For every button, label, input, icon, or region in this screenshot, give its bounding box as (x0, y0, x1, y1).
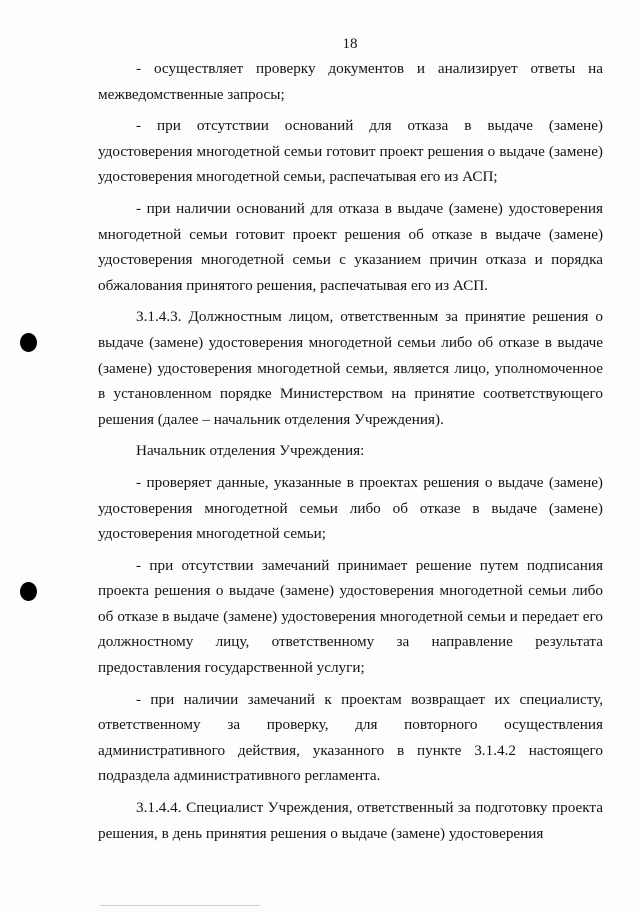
paragraph-no-remarks: - при отсутствии замечаний принимает решение путем подписания проекта решения о выдаче (замене) удостоверения многодетной семьи либо об отказе в выдаче (замене) удостоверения многодетной семьи и передает его должностному лицу, ответственному за направление результата предоставления государственной услуги; (98, 556, 603, 677)
paragraph-department-head: Начальник отделения Учреждения: (136, 442, 365, 460)
paragraph-verify-data: - проверяет данные, указанные в проектах решения о выдаче (замене) удостоверения многодетной семьи либо об отказе в выдаче (замене) удостоверения многодетной семьи; (98, 473, 603, 543)
page-number: 18 (342, 36, 358, 52)
paragraph-refusal-grounds: - при наличии оснований для отказа в выдаче (замене) удостоверения многодетной семьи готовит проект решения об отказе в выдаче (замене) удостоверения многодетной семьи с указанием причин отказа и порядка обжалования принятого решения, распечатывая его из АСП. (98, 199, 603, 294)
paragraph-with-remarks: - при наличии замечаний к проектам возвращает их специалисту, ответственному за проверку, для повторного осуществления административного действия, указанного в пункте 3.1.4.2 настоящего подраздела административного регламента. (98, 690, 603, 785)
paragraph-check-documents: - осуществляет проверку документов и анализирует ответы на межведомственные запросы; (98, 60, 603, 103)
binder-hole-top (20, 333, 37, 352)
binder-hole-bottom (20, 582, 37, 601)
paragraph-section-3-1-4-3: 3.1.4.3. Должностным лицом, ответственным за принятие решения о выдаче (замене) удостоверения многодетной семьи либо об отказе в выдаче (замене) удостоверения многодетной семьи, является лицо, уполномоченное в установленном порядке Министерством на принятие соответствующего решения (далее – начальник отделения Учреждения). (98, 308, 603, 428)
scan-edge-line (100, 905, 260, 906)
paragraph-section-3-1-4-4: 3.1.4.4. Специалист Учреждения, ответственный за подготовку проекта решения, в день принятия решения о выдаче (замене) удостоверения (98, 799, 603, 842)
paragraph-no-refusal-grounds: - при отсутствии оснований для отказа в выдаче (замене) удостоверения многодетной семьи готовит проект решения о выдаче (замене) удостоверения многодетной семьи, распечатывая его из АСП; (98, 117, 603, 186)
document-body (98, 56, 603, 846)
